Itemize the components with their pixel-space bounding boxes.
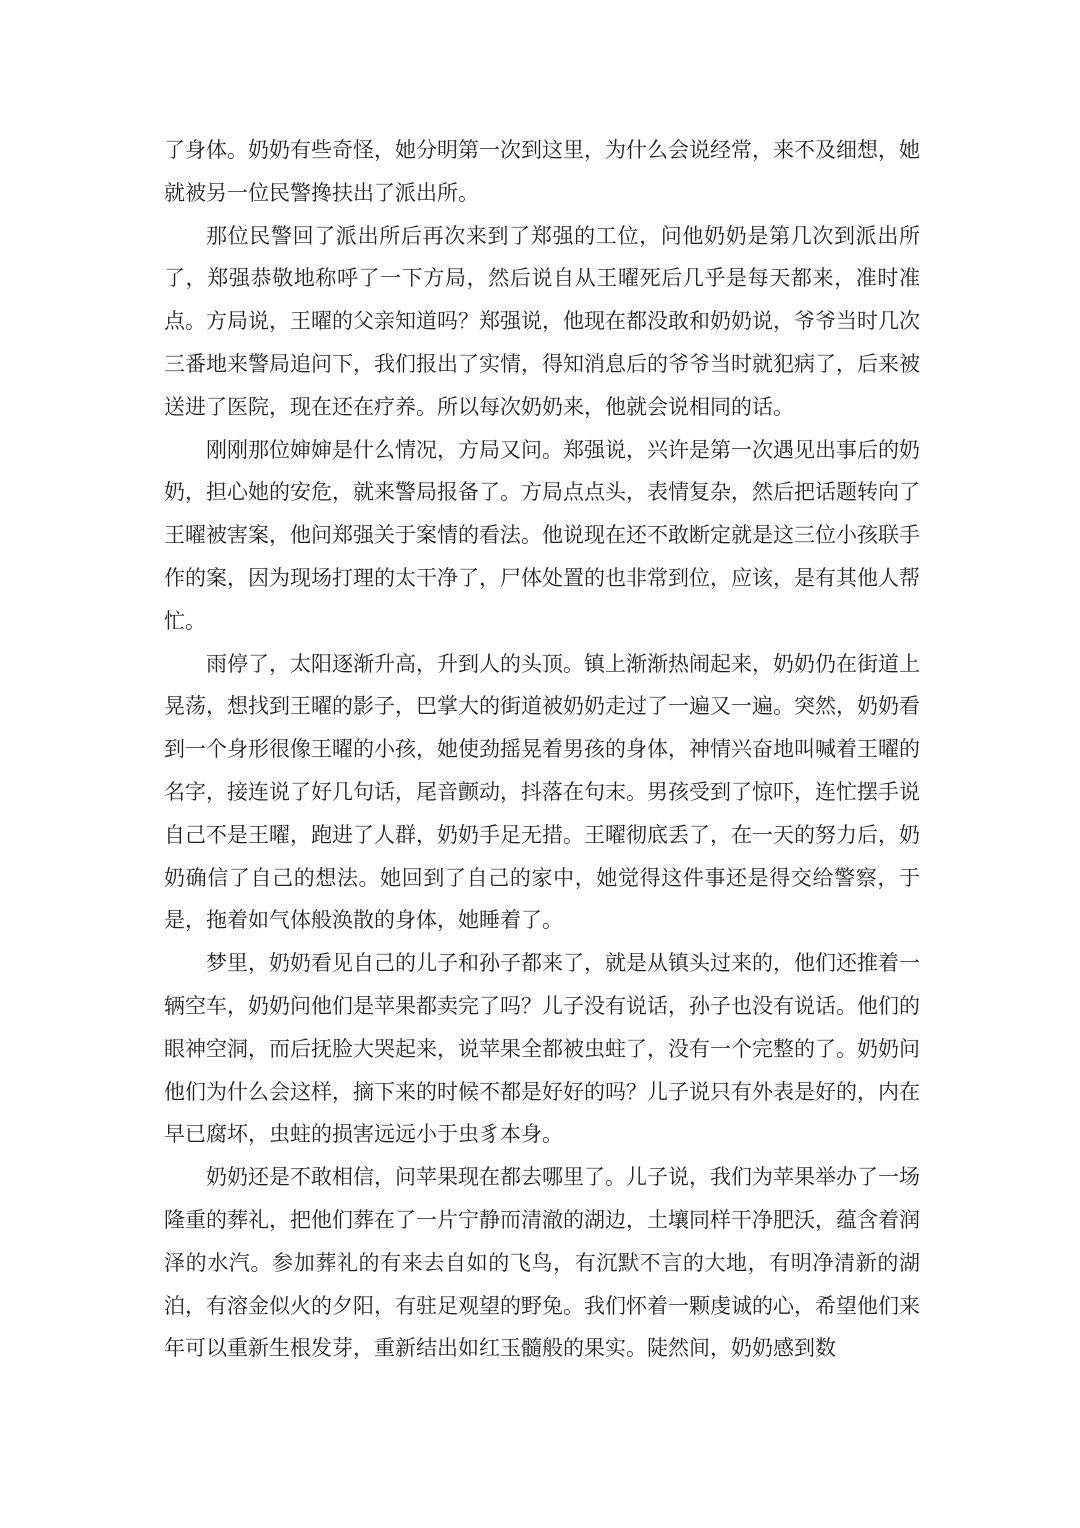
paragraph: 刚刚那位婶婶是什么情况，方局又问。郑强说，兴许是第一次遇见出事后的奶奶，担心她的安危，就来警局报备了。方局点点头，表情复杂，然后把话题转向了王曜被害案，他问郑强关于案情的看法。他说现在还不敢断定就是这三位小孩联手作的案，因为现场打理的太干净了，尸体处置的也非常到位，应该，是有其他人帮忙。 xyxy=(164,437,920,633)
paragraph: 奶奶还是不敢相信，问苹果现在都去哪里了。儿子说，我们为苹果举办了一场隆重的葬礼，把他们葬在了一片宁静而清澈的湖边，土壤同样干净肥沃，蕴含着润泽的水汽。参加葬礼的有来去自如的飞鸟，有沉默不言的大地，有明净清新的湖泊，有溶金似火的夕阳，有驻足观望的野兔。我们怀着一颗虔诚的心，希望他们来年可以重新生根发芽，重新结出如红玉髓般的果实。陡然间，奶奶感到数 xyxy=(164,1165,920,1361)
paragraph-continued: 了身体。奶奶有些奇怪，她分明第一次到这里，为什么会说经常，来不及细想，她就被另一位民警搀扶出了派出所。 xyxy=(164,138,920,205)
story-text xyxy=(164,129,920,1370)
paragraph: 那位民警回了派出所后再次来到了郑强的工位，问他奶奶是第几次到派出所了，郑强恭敬地称呼了一下方局，然后说自从王曜死后几乎是每天都来，准时准点。方局说，王曜的父亲知道吗？郑强说，他现在都没敢和奶奶说，爷爷当时几次三番地来警局追问下，我们报出了实情，得知消息后的爷爷当时就犯病了，后来被送进了医院，现在还在疗养。所以每次奶奶来，他就会说相同的话。 xyxy=(164,223,920,419)
paragraph: 梦里，奶奶看见自己的儿子和孙子都来了，就是从镇头过来的，他们还推着一辆空车，奶奶问他们是苹果都卖完了吗？儿子没有说话，孙子也没有说话。他们的眼神空洞，而后抚脸大哭起来，说苹果全都被虫蛀了，没有一个完整的了。奶奶问他们为什么会这样，摘下来的时候不都是好好的吗？儿子说只有外表是好的，内在早已腐坏，虫蛀的损害远远小于虫豸本身。 xyxy=(164,951,920,1147)
paragraph: 雨停了，太阳逐渐升高，升到人的头顶。镇上渐渐热闹起来，奶奶仍在街道上晃荡，想找到王曜的影子，巴掌大的街道被奶奶走过了一遍又一遍。突然，奶奶看到一个身形很像王曜的小孩，她使劲摇晃着男孩的身体，神情兴奋地叫喊着王曜的名字，接连说了好几句话，尾音颤动，抖落在句末。男孩受到了惊吓，连忙摆手说自己不是王曜，跑进了人群，奶奶手足无措。王曜彻底丢了，在一天的努力后，奶奶确信了自己的想法。她回到了自己的家中，她觉得这件事还是得交给警察，于是，拖着如气体般涣散的身体，她睡着了。 xyxy=(164,651,920,933)
